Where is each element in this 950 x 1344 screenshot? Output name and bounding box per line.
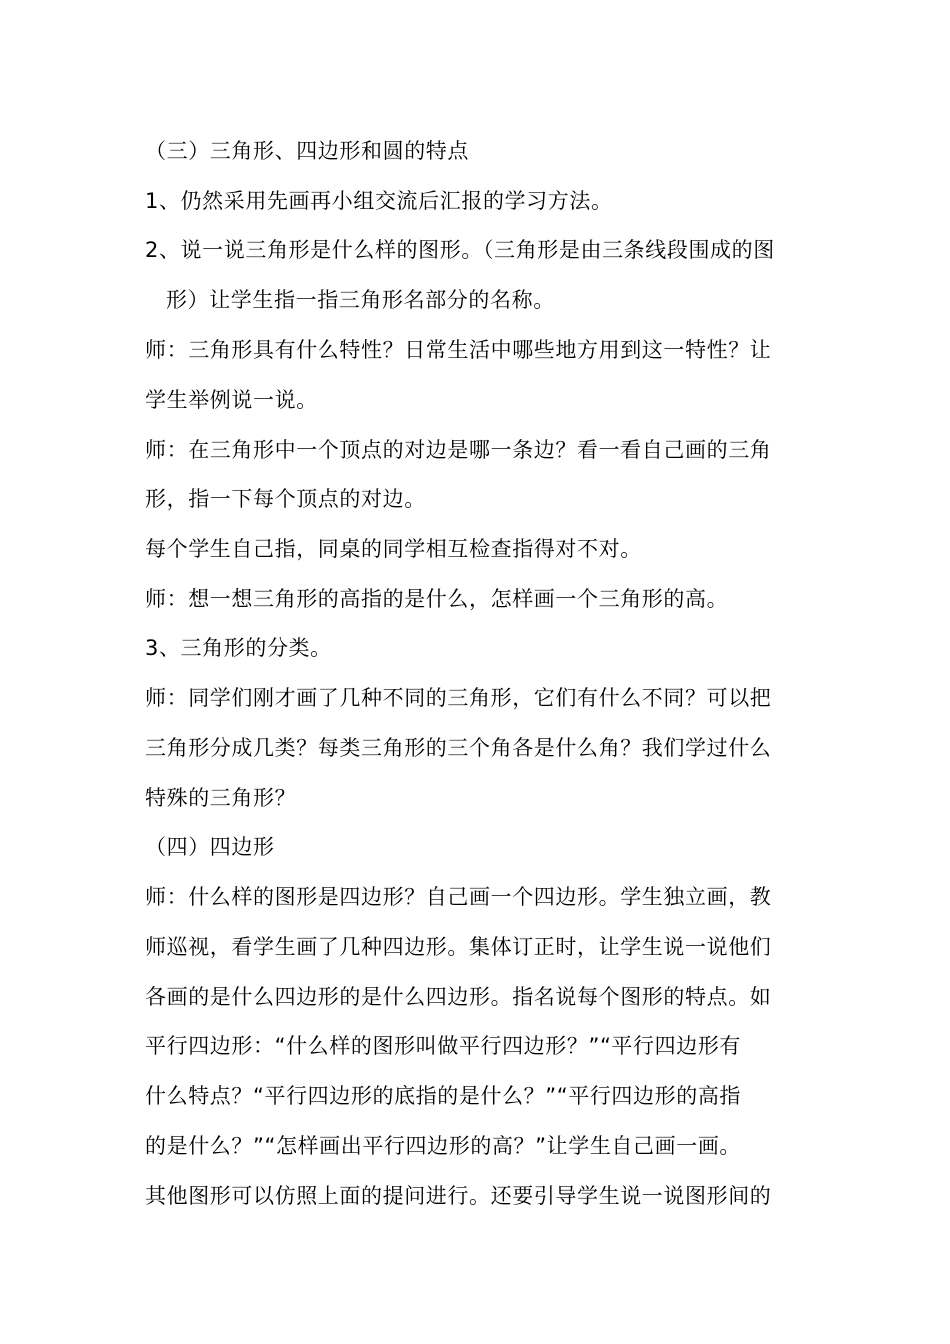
paragraph-line: 师：三角形具有什么特性？日常生活中哪些地方用到这一特性？让 xyxy=(145,338,772,362)
paragraph-line: 其他图形可以仿照上面的提问进行。还要引导学生说一说图形间的 xyxy=(145,1184,772,1208)
paragraph-line: 形，指一下每个顶点的对边。 xyxy=(145,487,426,511)
paragraph-line: 什么特点？“平行四边形的底指的是什么？”“平行四边形的高指 xyxy=(145,1084,742,1108)
paragraph-line: 师：同学们刚才画了几种不同的三角形，它们有什么不同？可以把 xyxy=(145,686,772,710)
paragraph-line: 三角形分成几类？每类三角形的三个角各是什么角？我们学过什么 xyxy=(145,736,772,760)
paragraph-line: 的是什么？”“怎样画出平行四边形的高？”让学生自己画一画。 xyxy=(145,1134,742,1158)
paragraph-line: 形）让学生指一指三角形名部分的名称。 xyxy=(166,288,555,312)
paragraph-line: 师：在三角形中一个顶点的对边是哪一条边？看一看自己画的三角 xyxy=(145,438,772,462)
paragraph-line: 师巡视，看学生画了几种四边形。集体订正时，让学生说一说他们 xyxy=(145,935,772,959)
paragraph-line: 特殊的三角形？ xyxy=(145,786,297,810)
paragraph-line: 平行四边形：“什么样的图形叫做平行四边形？”“平行四边形有 xyxy=(145,1034,742,1058)
paragraph-line: 师：什么样的图形是四边形？自己画一个四边形。学生独立画，教 xyxy=(145,885,772,909)
section-heading-3: （三）三角形、四边形和圆的特点 xyxy=(145,139,469,163)
paragraph-line: 各画的是什么四边形的是什么四边形。指名说每个图形的特点。如 xyxy=(145,985,772,1009)
paragraph-line: 3、三角形的分类。 xyxy=(145,636,332,660)
paragraph-line: 师：想一想三角形的高指的是什么，怎样画一个三角形的高。 xyxy=(145,587,729,611)
paragraph-line: 2、说一说三角形是什么样的图形。（三角形是由三条线段围成的图 xyxy=(145,238,775,262)
paragraph-line: 学生举例说一说。 xyxy=(145,388,318,412)
section-heading-4: （四）四边形 xyxy=(145,835,275,859)
paragraph-line: 1、仍然采用先画再小组交流后汇报的学习方法。 xyxy=(145,189,613,213)
paragraph-line: 每个学生自己指，同桌的同学相互检查指得对不对。 xyxy=(145,537,642,561)
